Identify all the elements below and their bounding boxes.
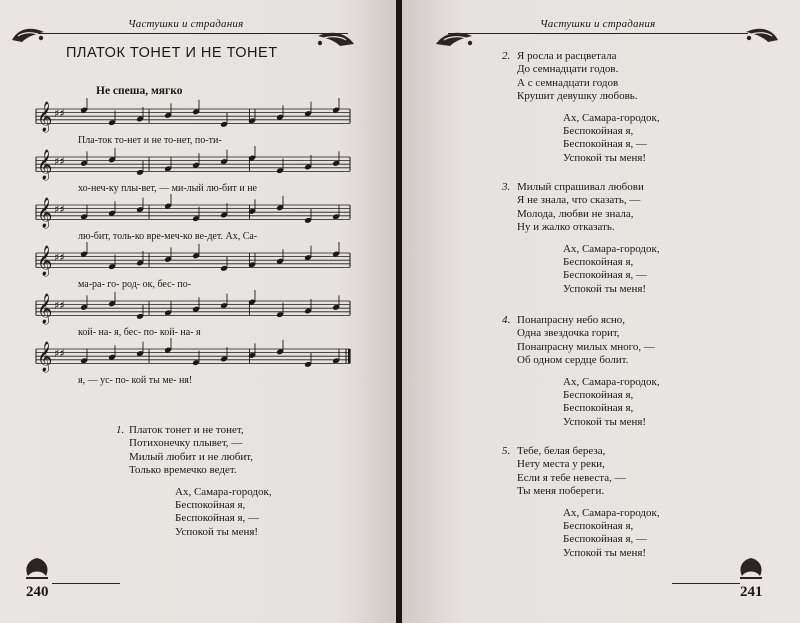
treble-clef-icon: 𝄞 [37, 246, 53, 276]
verse-line: Милый любит и не любит, [129, 450, 254, 463]
refrain-line: Беспокойная я, [563, 402, 634, 415]
staff-lyric-line: я, — ус- по- кой ты ме- ня! [78, 375, 193, 386]
treble-clef-icon: 𝄞 [37, 198, 53, 228]
verse-line: Молода, любви не знала, [517, 207, 634, 220]
verse-2-number: 2. [502, 50, 511, 62]
verse-line: Крушит девушку любовь. [517, 90, 638, 103]
refrain-line: Беспокойная я, [563, 256, 634, 269]
staff-lyric-line: лю-бит, толь-ко вре-меч-ко ве-дет. Ах, Са- [78, 231, 258, 242]
refrain-line: Успокой ты меня! [563, 151, 647, 164]
treble-clef-icon: 𝄞 [37, 342, 53, 372]
refrain-line: Беспокойная я, — [563, 533, 648, 546]
staff-lyric-line: хо-неч-ку плы-вет, — ми-лый лю-бит и не [78, 183, 257, 194]
refrain-line: Успокой ты меня! [563, 415, 647, 428]
music-staff [36, 194, 350, 242]
refrain-line: Ах, Самара-городок, [563, 375, 660, 388]
verse-5-number: 5. [502, 445, 511, 457]
verse-line: А с семнадцати годов [517, 76, 619, 89]
refrain-line: Беспокойная я, [563, 389, 634, 402]
verse-line: Об одном сердце болит. [517, 354, 629, 367]
treble-clef-icon: 𝄞 [37, 102, 53, 132]
verse-line: Я росла и расцветала [517, 50, 617, 62]
verse-3 [502, 181, 660, 296]
header-rule-right [448, 33, 748, 34]
music-staff [36, 338, 351, 386]
refrain-line: Беспокойная я, — [563, 269, 648, 282]
refrain-line: Успокой ты меня! [563, 282, 647, 295]
verse-4-number: 4. [502, 314, 511, 326]
music-staff [36, 98, 350, 146]
footer-rule-left [52, 583, 120, 584]
key-signature-icon: ♯♯ [54, 251, 65, 264]
verse-line: Если я тебе невеста, — [517, 471, 626, 484]
right-page [402, 0, 800, 623]
verse-line: Нету места у реки, [517, 458, 605, 471]
key-signature-icon: ♯♯ [54, 155, 65, 168]
refrain-line: Беспокойная я, [563, 125, 634, 138]
refrain-line: Беспокойная я, [563, 520, 634, 533]
key-signature-icon: ♯♯ [54, 107, 65, 120]
verse-line: Только времечко ведет. [129, 464, 237, 477]
song-title: ПЛАТОК ТОНЕТ И НЕ ТОНЕТ [66, 45, 278, 61]
ornament-right-icon [742, 22, 782, 44]
verse-line: Понапрасну небо ясно, [517, 314, 626, 326]
verse-line: Милый спрашивал любови [517, 181, 644, 193]
staff-lyric-line: Пла-ток то-нет и не то-нет, по-ти- [78, 135, 222, 146]
staff-lyric-line: кой- на- я, бес- по- кой- на- я [78, 327, 201, 338]
verse-line: Одна звездочка горит, [517, 327, 620, 340]
running-head-right: Частушки и страдания [540, 18, 656, 30]
staff-lyric-line: ма-ра- го- род- ок, бес- по- [78, 279, 192, 290]
refrain-line: Успокой ты меня! [175, 525, 259, 538]
treble-clef-icon: 𝄞 [37, 150, 53, 180]
verse-line: Потихонечку плывет, — [129, 437, 243, 450]
music-staff [36, 290, 350, 338]
page-number-right: 241 [740, 584, 763, 600]
left-page [0, 0, 398, 623]
refrain-line: Беспокойная я, [175, 499, 246, 512]
verse-line: Я не знала, что сказать, — [517, 194, 641, 207]
sheet-music [0, 95, 398, 395]
verse-line: Понапрасну милых много, — [517, 340, 655, 353]
refrain-line: Ах, Самара-городок, [563, 242, 660, 255]
verse-line: Ну и жалко отказать. [517, 221, 615, 234]
running-head-left: Частушки и страдания [128, 18, 244, 30]
music-staff [36, 146, 350, 194]
verse-4 [502, 314, 660, 429]
refrain-line: Ах, Самара-городок, [175, 485, 272, 498]
ornament-left-icon [432, 28, 478, 50]
key-signature-icon: ♯♯ [54, 347, 65, 360]
footer-ornament-left-icon [20, 556, 54, 582]
verse-line: Тебе, белая береза, [517, 445, 606, 457]
ornament-left-icon [8, 22, 48, 44]
verse-5 [502, 445, 660, 560]
verse-2 [502, 50, 660, 165]
verse-1 [116, 424, 272, 539]
page-number-left: 240 [26, 584, 49, 600]
verse-1-number: 1. [116, 424, 125, 436]
final-bar-thick [348, 349, 351, 363]
verse-line: До семнадцати годов. [517, 63, 619, 76]
music-staff [36, 242, 350, 290]
footer-ornament-right-icon [734, 556, 768, 582]
refrain-line: Беспокойная я, — [563, 138, 648, 151]
refrain-line: Ах, Самара-городок, [563, 111, 660, 124]
refrain-line: Успокой ты меня! [563, 546, 647, 559]
treble-clef-icon: 𝄞 [37, 294, 53, 324]
verse-line: Платок тонет и не тонет, [129, 424, 244, 436]
tempo-marking: Не спеша, мягко [96, 85, 183, 97]
header-rule-left [18, 33, 348, 34]
refrain-line: Ах, Самара-городок, [563, 506, 660, 519]
key-signature-icon: ♯♯ [54, 203, 65, 216]
ornament-right-icon [312, 28, 358, 50]
key-signature-icon: ♯♯ [54, 299, 65, 312]
verse-3-number: 3. [502, 181, 511, 193]
verse-line: Ты меня побереги. [517, 485, 605, 498]
refrain-line: Беспокойная я, — [175, 512, 260, 525]
footer-rule-right [672, 583, 740, 584]
